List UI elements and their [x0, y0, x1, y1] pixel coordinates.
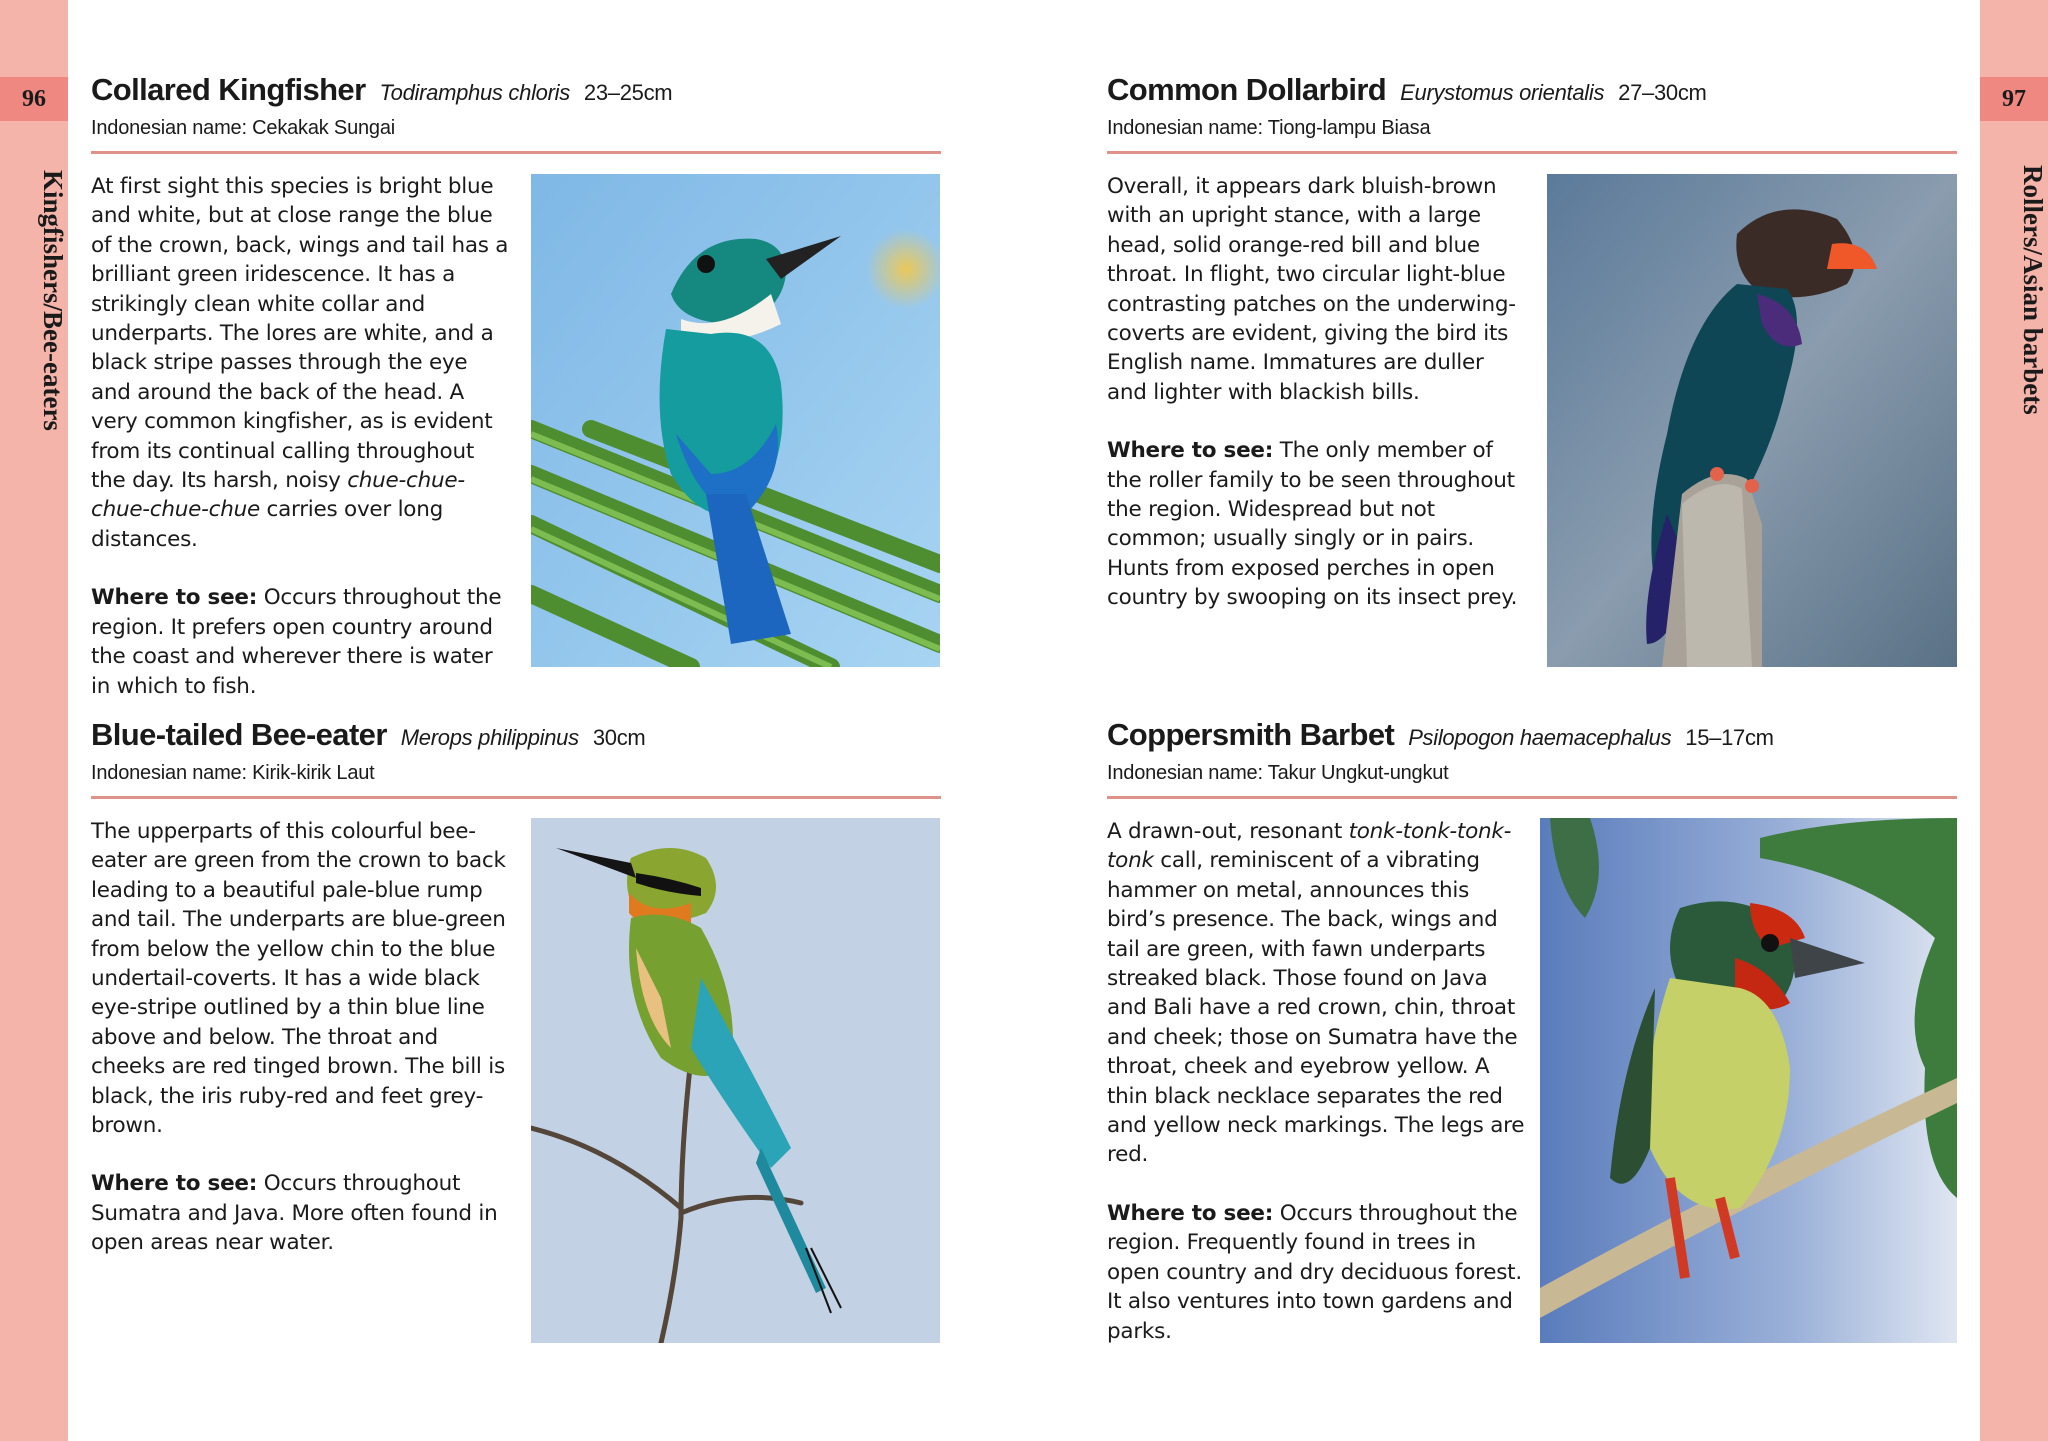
- photo-collared-kingfisher: [531, 174, 940, 667]
- where-to-see-label: Where to see:: [1107, 438, 1274, 464]
- species-description: [91, 172, 509, 701]
- photo-common-dollarbird: [1547, 174, 1957, 667]
- barbet-image: [1540, 818, 1957, 1343]
- indonesian-name: Indonesian name: Kirik-kirik Laut: [91, 762, 375, 784]
- species-description: [91, 817, 509, 1258]
- species-entry-collared-kingfisher: [91, 72, 941, 699]
- page-number-left: 96: [0, 77, 68, 121]
- photo-coppersmith-barbet: [1540, 818, 1957, 1343]
- photo-blue-tailed-bee-eater: [531, 818, 940, 1343]
- where-to-see-label: Where to see:: [1107, 1200, 1274, 1226]
- species-header: [1107, 719, 1957, 785]
- page-number-right: 97: [1980, 77, 2048, 121]
- common-name: Collared Kingfisher: [91, 72, 366, 107]
- size: 23–25cm: [583, 80, 673, 105]
- common-name: Blue-tailed Bee-eater: [91, 717, 387, 752]
- where-to-see: Where to see: Occurs throughout the region. It prefers open country around the coast and wherever there is water in which to fish.: [91, 585, 502, 699]
- where-to-see-label: Where to see:: [91, 585, 258, 611]
- latin-name: Todiramphus chloris: [379, 80, 570, 105]
- header-divider: [91, 151, 941, 154]
- indonesian-name: Indonesian name: Cekakak Sungai: [91, 117, 396, 139]
- where-to-see: Where to see: Occurs throughout Sumatra and Java. More often found in open areas near water.: [91, 1171, 498, 1256]
- species-header: [1107, 74, 1957, 140]
- description-paragraph: The upperparts of this colourful bee-eater are green from the crown to back leading to a beautiful pale-blue rump and tail. The underparts are blue-green from below the yellow chin to the blue undertail-coverts. It has a wide black eye-stripe outlined by a thin blue line above and below. The throat and cheeks are red tinged brown. The bill is black, the iris ruby-red and feet grey-brown.: [91, 819, 506, 1139]
- section-title-left: [0, 140, 68, 460]
- size: 30cm: [592, 725, 646, 750]
- species-entry-common-dollarbird: [1107, 74, 1957, 674]
- indonesian-name: Indonesian name: Takur Ungkut-ungkut: [1107, 762, 1449, 784]
- kingfisher-image: [531, 174, 940, 667]
- species-description: [1107, 172, 1525, 613]
- size: 15–17cm: [1685, 725, 1774, 750]
- latin-name: Merops philippinus: [400, 725, 579, 750]
- where-to-see: Where to see: Occurs throughout the region. Frequently found in trees in open country and dry deciduous forest. It also ventures into town gardens and parks.: [1107, 1200, 1522, 1344]
- header-divider: [91, 796, 941, 799]
- dollarbird-image: [1547, 174, 1957, 667]
- species-entry-coppersmith-barbet: [1107, 719, 1957, 1349]
- call-text: tonk-tonk-tonk-tonk: [1107, 819, 1512, 874]
- description-paragraph: A drawn-out, resonant tonk-tonk-tonk-tonk call, reminiscent of a vibrating hammer on metal, announces this bird’s presence. The back, wings and tail are green, with fawn underparts streaked black. Those found on Java and Bali have a red crown, chin, throat and cheek; those on Sumatra have the throat, cheek and eyebrow yellow. A thin black necklace separates the red and yellow neck markings. The legs are red.: [1107, 819, 1525, 1168]
- bee-eater-image: [531, 818, 940, 1343]
- where-to-see: Where to see: The only member of the roller family to be seen throughout the region. Widespread but not common; usually singly or in pairs. Hunts from exposed perches in open country by swooping on its insect prey.: [1107, 438, 1518, 611]
- call-text: chue-chue-chue-chue-chue: [91, 468, 465, 523]
- indonesian-name: Indonesian name: Tiong-lampu Biasa: [1107, 117, 1431, 139]
- species-header: [91, 74, 941, 140]
- description-paragraph: At first sight this species is bright blue and white, but at close range the blue of the crown, back, wings and tail has a brilliant green iridescence. It has a strikingly clean white collar and underparts. The lores are white, and a black stripe passes through the eye and around the back of the head. A very common kingfisher, as is evident from its continual calling throughout the day. Its harsh, noisy chue-chue-chue-chue-chue carries over long distances.: [91, 174, 509, 552]
- species-header: [91, 719, 941, 785]
- latin-name: Psilopogon haemacephalus: [1408, 725, 1672, 750]
- latin-name: Eurystomus orientalis: [1400, 80, 1605, 105]
- header-divider: [1107, 151, 1957, 154]
- section-title-right: [1980, 140, 2048, 440]
- header-divider: [1107, 796, 1957, 799]
- left-section-tab: [0, 0, 68, 1441]
- species-entry-blue-tailed-bee-eater: [91, 719, 941, 1349]
- size: 27–30cm: [1618, 80, 1707, 105]
- section-title-right-text: Rollers/Asian barbets: [2018, 165, 2048, 415]
- where-to-see-label: Where to see:: [91, 1171, 258, 1197]
- species-description: [1107, 817, 1525, 1346]
- right-section-tab: [1980, 0, 2048, 1441]
- section-title-left-text: Kingfishers/Bee-eaters: [38, 169, 68, 431]
- common-name: Coppersmith Barbet: [1107, 717, 1395, 752]
- description-paragraph: Overall, it appears dark bluish-brown with an upright stance, with a large head, solid orange-red bill and blue throat. In flight, two circular light-blue contrasting patches on the underwing-coverts are evident, giving the bird its English name. Immatures are duller and lighter with blackish bills.: [1107, 174, 1516, 405]
- common-name: Common Dollarbird: [1107, 72, 1387, 107]
